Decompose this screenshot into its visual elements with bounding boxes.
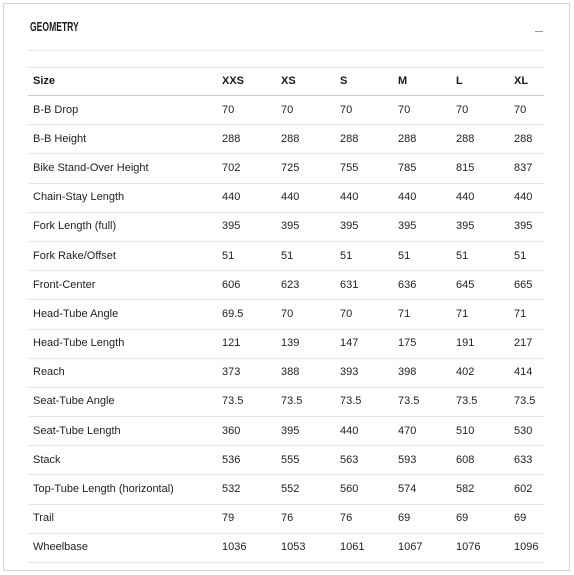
- value-m: 470: [398, 424, 417, 437]
- value-xs: 623: [281, 278, 300, 291]
- value-m: 70: [398, 103, 411, 116]
- value-m: 574: [398, 483, 417, 496]
- table-row: [28, 125, 544, 154]
- value-s: 560: [340, 483, 359, 496]
- value-xxs: 1036: [222, 541, 247, 554]
- value-l: 73.5: [456, 395, 478, 408]
- table-row: [28, 359, 544, 388]
- table-row: [28, 154, 544, 183]
- value-xl: 665: [514, 278, 533, 291]
- value-xxs: 532: [222, 483, 241, 496]
- header-xxs: XXS: [222, 75, 245, 87]
- table-row: [28, 446, 544, 475]
- value-xs: 76: [281, 512, 294, 525]
- value-xs: 70: [281, 307, 294, 320]
- row-label: Wheelbase: [33, 541, 89, 554]
- value-xl: 414: [514, 366, 533, 379]
- value-m: 73.5: [398, 395, 420, 408]
- value-xxs: 440: [222, 191, 241, 204]
- table-body: [28, 96, 544, 563]
- minus-icon: [535, 31, 543, 32]
- value-xxs: 606: [222, 278, 241, 291]
- value-m: 593: [398, 453, 417, 466]
- header-l: L: [456, 75, 463, 87]
- row-label: Stack: [33, 453, 61, 466]
- value-xs: 288: [281, 132, 300, 145]
- table-row: [28, 184, 544, 213]
- row-label: Head-Tube Length: [33, 337, 125, 350]
- value-m: 395: [398, 220, 417, 233]
- value-xl: 1096: [514, 541, 539, 554]
- value-xxs: 536: [222, 453, 241, 466]
- value-xs: 555: [281, 453, 300, 466]
- value-s: 440: [340, 191, 359, 204]
- row-label: Fork Length (full): [33, 220, 117, 233]
- value-l: 71: [456, 307, 469, 320]
- value-l: 1076: [456, 541, 481, 554]
- value-s: 288: [340, 132, 359, 145]
- geometry-accordion-header[interactable]: [28, 12, 545, 51]
- value-xs: 395: [281, 424, 300, 437]
- value-s: 70: [340, 103, 353, 116]
- value-xl: 837: [514, 161, 533, 174]
- row-label: Fork Rake/Offset: [33, 249, 116, 262]
- value-l: 395: [456, 220, 475, 233]
- row-label: B-B Drop: [33, 103, 79, 116]
- value-xl: 602: [514, 483, 533, 496]
- header-size: Size: [33, 75, 56, 87]
- value-l: 510: [456, 424, 475, 437]
- value-s: 1061: [340, 541, 365, 554]
- header-m: M: [398, 75, 408, 87]
- value-s: 755: [340, 161, 359, 174]
- table-row: [28, 475, 544, 504]
- value-xxs: 73.5: [222, 395, 244, 408]
- row-label: Seat-Tube Length: [33, 424, 121, 437]
- value-l: 440: [456, 191, 475, 204]
- table-row: [28, 505, 544, 534]
- value-s: 73.5: [340, 395, 362, 408]
- value-m: 636: [398, 278, 417, 291]
- value-m: 398: [398, 366, 417, 379]
- value-xl: 633: [514, 453, 533, 466]
- value-l: 402: [456, 366, 475, 379]
- value-l: 70: [456, 103, 469, 116]
- value-xl: 51: [514, 249, 527, 262]
- panel-title: GEOMETRY: [30, 19, 79, 34]
- geometry-panel: [3, 3, 570, 571]
- value-xs: 725: [281, 161, 300, 174]
- table-row: [28, 96, 544, 125]
- row-label: Trail: [33, 512, 54, 525]
- value-m: 440: [398, 191, 417, 204]
- row-label: Top-Tube Length (horizontal): [33, 483, 174, 496]
- value-xl: 73.5: [514, 395, 536, 408]
- table-row: [28, 534, 544, 563]
- value-xxs: 702: [222, 161, 241, 174]
- table-row: [28, 417, 544, 446]
- row-label: Reach: [33, 366, 65, 379]
- value-xxs: 69.5: [222, 307, 244, 320]
- value-xs: 51: [281, 249, 294, 262]
- value-s: 70: [340, 307, 353, 320]
- table-header-row: [28, 67, 544, 96]
- header-xl: XL: [514, 75, 529, 87]
- value-s: 631: [340, 278, 359, 291]
- value-xxs: 373: [222, 366, 241, 379]
- row-label: Front-Center: [33, 278, 96, 291]
- value-xl: 70: [514, 103, 527, 116]
- value-s: 393: [340, 366, 359, 379]
- value-xxs: 121: [222, 337, 241, 350]
- value-xl: 530: [514, 424, 533, 437]
- row-label: Head-Tube Angle: [33, 307, 119, 320]
- value-xs: 552: [281, 483, 300, 496]
- value-s: 147: [340, 337, 359, 350]
- row-label: Chain-Stay Length: [33, 191, 125, 204]
- value-xs: 395: [281, 220, 300, 233]
- value-xl: 440: [514, 191, 533, 204]
- value-xl: 69: [514, 512, 527, 525]
- value-xl: 217: [514, 337, 533, 350]
- value-l: 608: [456, 453, 475, 466]
- value-xxs: 360: [222, 424, 241, 437]
- value-l: 582: [456, 483, 475, 496]
- value-xs: 388: [281, 366, 300, 379]
- value-m: 51: [398, 249, 411, 262]
- table-row: [28, 388, 544, 417]
- header-s: S: [340, 75, 348, 87]
- table-row: [28, 271, 544, 300]
- table-row: [28, 300, 544, 329]
- value-xxs: 70: [222, 103, 235, 116]
- value-m: 1067: [398, 541, 423, 554]
- row-label: Bike Stand-Over Height: [33, 161, 149, 174]
- value-xxs: 395: [222, 220, 241, 233]
- value-xxs: 288: [222, 132, 241, 145]
- value-xs: 73.5: [281, 395, 303, 408]
- value-l: 69: [456, 512, 469, 525]
- value-m: 71: [398, 307, 411, 320]
- value-s: 51: [340, 249, 353, 262]
- table-row: [28, 242, 544, 271]
- value-l: 51: [456, 249, 469, 262]
- collapse-button[interactable]: [533, 25, 545, 37]
- value-m: 175: [398, 337, 417, 350]
- value-xs: 70: [281, 103, 294, 116]
- table-row: [28, 330, 544, 359]
- value-xl: 395: [514, 220, 533, 233]
- value-xl: 71: [514, 307, 527, 320]
- table-row: [28, 213, 544, 242]
- value-xxs: 51: [222, 249, 235, 262]
- value-m: 69: [398, 512, 411, 525]
- geometry-table: [28, 67, 544, 563]
- header-xs: XS: [281, 75, 296, 87]
- value-l: 191: [456, 337, 475, 350]
- value-xxs: 79: [222, 512, 235, 525]
- row-label: Seat-Tube Angle: [33, 395, 115, 408]
- value-xs: 1053: [281, 541, 306, 554]
- value-s: 563: [340, 453, 359, 466]
- value-l: 645: [456, 278, 475, 291]
- value-xs: 139: [281, 337, 300, 350]
- value-m: 288: [398, 132, 417, 145]
- value-m: 785: [398, 161, 417, 174]
- value-s: 76: [340, 512, 353, 525]
- value-l: 288: [456, 132, 475, 145]
- row-label: B-B Height: [33, 132, 87, 145]
- value-s: 395: [340, 220, 359, 233]
- value-xs: 440: [281, 191, 300, 204]
- value-s: 440: [340, 424, 359, 437]
- value-l: 815: [456, 161, 475, 174]
- value-xl: 288: [514, 132, 533, 145]
